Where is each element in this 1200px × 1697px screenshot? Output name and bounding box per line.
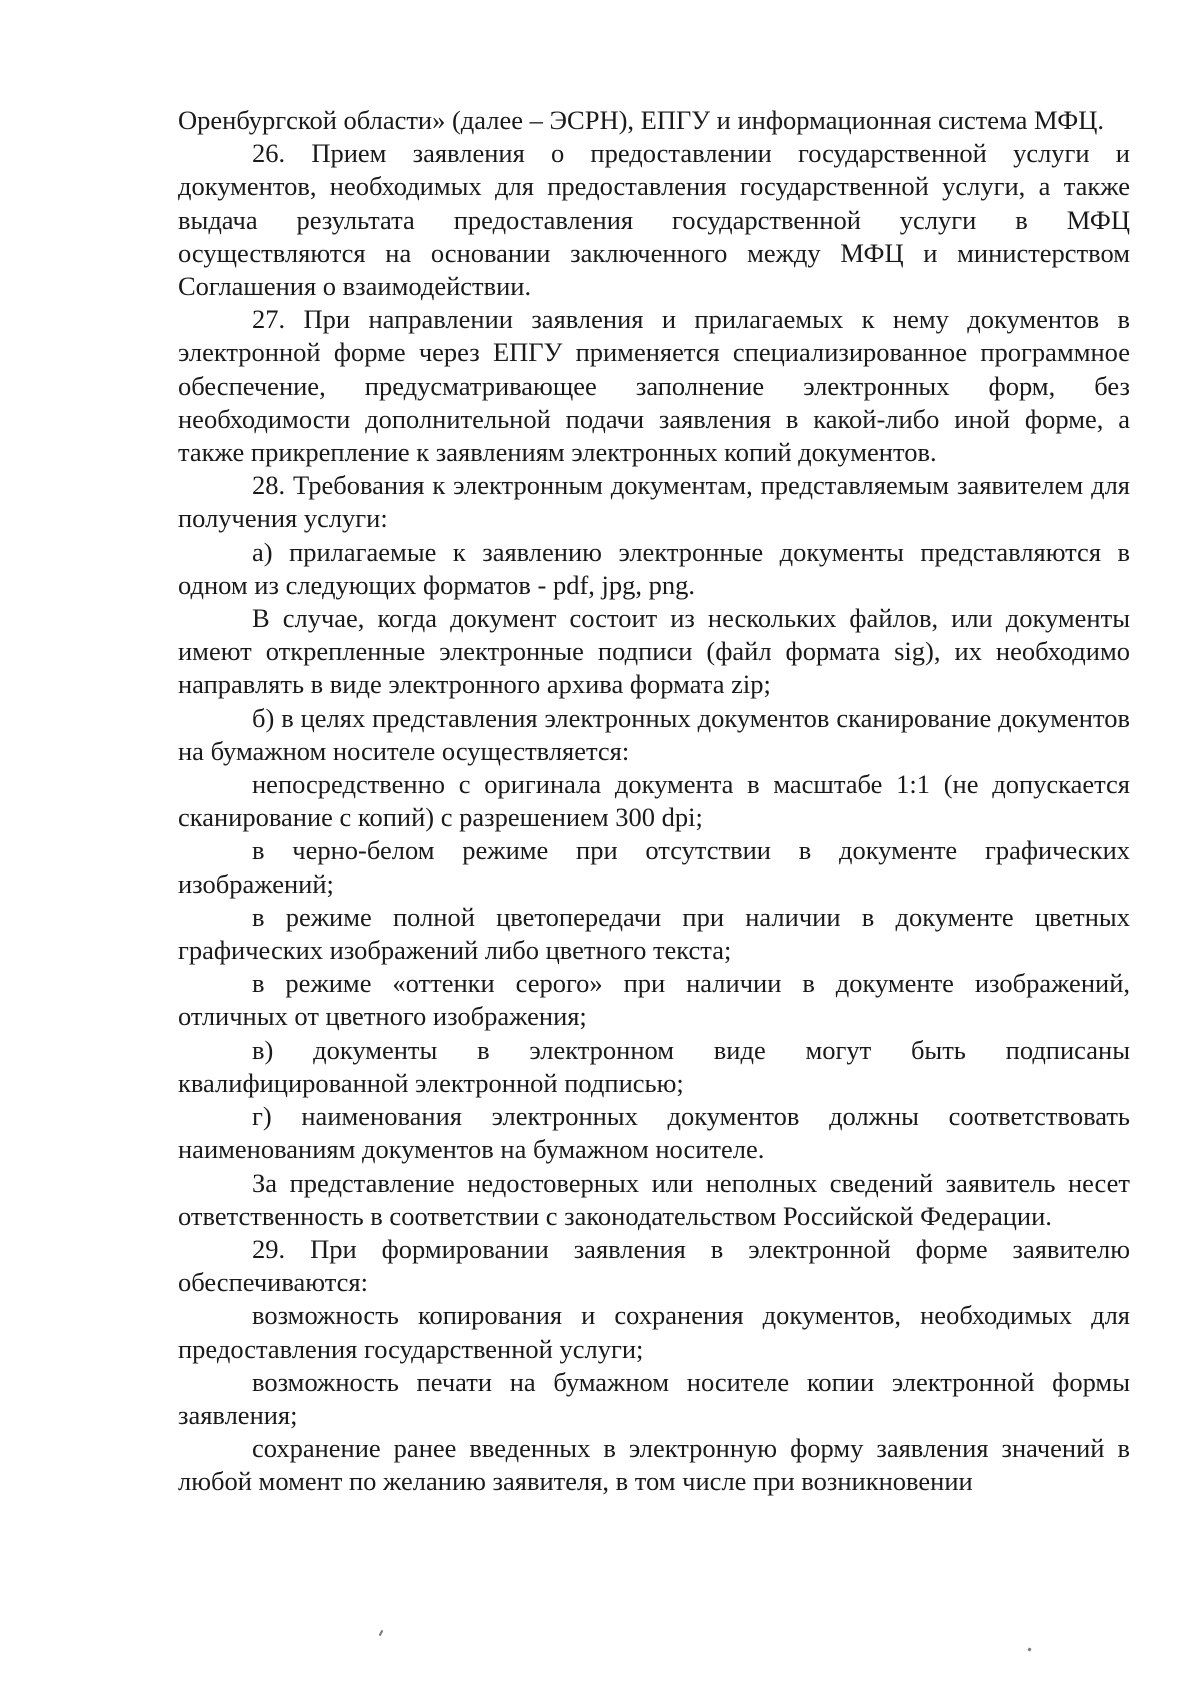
- paragraph-29-copy: возможность копирования и сохранения документов, необходимых для предоставления государственной услуги;: [178, 1300, 1130, 1364]
- paragraph-28-a: а) прилагаемые к заявлению электронные документы представляются в одном из следующих форматов - pdf, jpg, png.: [178, 536, 1130, 600]
- paragraph-28-b: б) в целях представления электронных документов сканирование документов на бумажном носителе осуществляется:: [178, 702, 1130, 766]
- scan-speck: [1027, 1647, 1031, 1651]
- paragraph-responsibility: За представление недостоверных или неполных сведений заявитель несет ответственность в соответствии с законодательством Российской Федерации.: [178, 1167, 1130, 1231]
- paragraph-28: 28. Требования к электронным документам, представляемым заявителем для получения услуги:: [178, 470, 1130, 534]
- paragraph-scan-gray: в режиме «оттенки серого» при наличии в документе изображений, отличных от цветного изображения;: [178, 968, 1130, 1032]
- paragraph-26: 26. Прием заявления о предоставлении государственной услуги и документов, необходимых для предоставления государственной услуги, а также выдача результата предоставления государственной услуги в МФЦ осуществляются на основании заключенного между МФЦ и министерством Соглашения о взаимодействии.: [178, 138, 1130, 302]
- scan-speck: [379, 1630, 384, 1636]
- paragraph-29-print: возможность печати на бумажном носителе копии электронной формы заявления;: [178, 1366, 1130, 1430]
- document-page: [178, 104, 1130, 1499]
- paragraph-continuation: Оренбургской области» (далее – ЭСРН), ЕПГУ и информационная система МФЦ.: [178, 105, 1104, 135]
- paragraph-28-a-multifile: В случае, когда документ состоит из нескольких файлов, или документы имеют открепленные электронные подписи (файл формата sig), их необходимо направлять в виде электронного архива формата zip;: [178, 603, 1130, 700]
- paragraph-28-g: г) наименования электронных документов должны соответствовать наименованиям документов на бумажном носителе.: [178, 1101, 1130, 1165]
- paragraph-27: 27. При направлении заявления и прилагаемых к нему документов в электронной форме через ЕПГУ применяется специализированное программное обеспечение, предусматривающее заполнение электронных форм, без необходимости дополнительной подачи заявления в какой-либо иной форме, а также прикрепление к заявлениям электронных копий документов.: [178, 304, 1130, 468]
- paragraph-scan-bw: в черно-белом режиме при отсутствии в документе графических изображений;: [178, 835, 1130, 899]
- paragraph-29: 29. При формировании заявления в электронной форме заявителю обеспечиваются:: [178, 1233, 1130, 1298]
- paragraph-29-save: сохранение ранее введенных в электронную форму заявления значений в любой момент по желанию заявителя, в том числе при возникновении: [178, 1433, 1130, 1497]
- paragraph-scan-original: непосредственно с оригинала документа в масштабе 1:1 (не допускается сканирование с копий) с разрешением 300 dpi;: [178, 769, 1130, 833]
- paragraph-scan-color: в режиме полной цветопередачи при наличии в документе цветных графических изображений либо цветного текста;: [178, 901, 1130, 966]
- paragraph-28-v: в) документы в электронном виде могут быть подписаны квалифицированной электронной подписью;: [178, 1034, 1130, 1098]
